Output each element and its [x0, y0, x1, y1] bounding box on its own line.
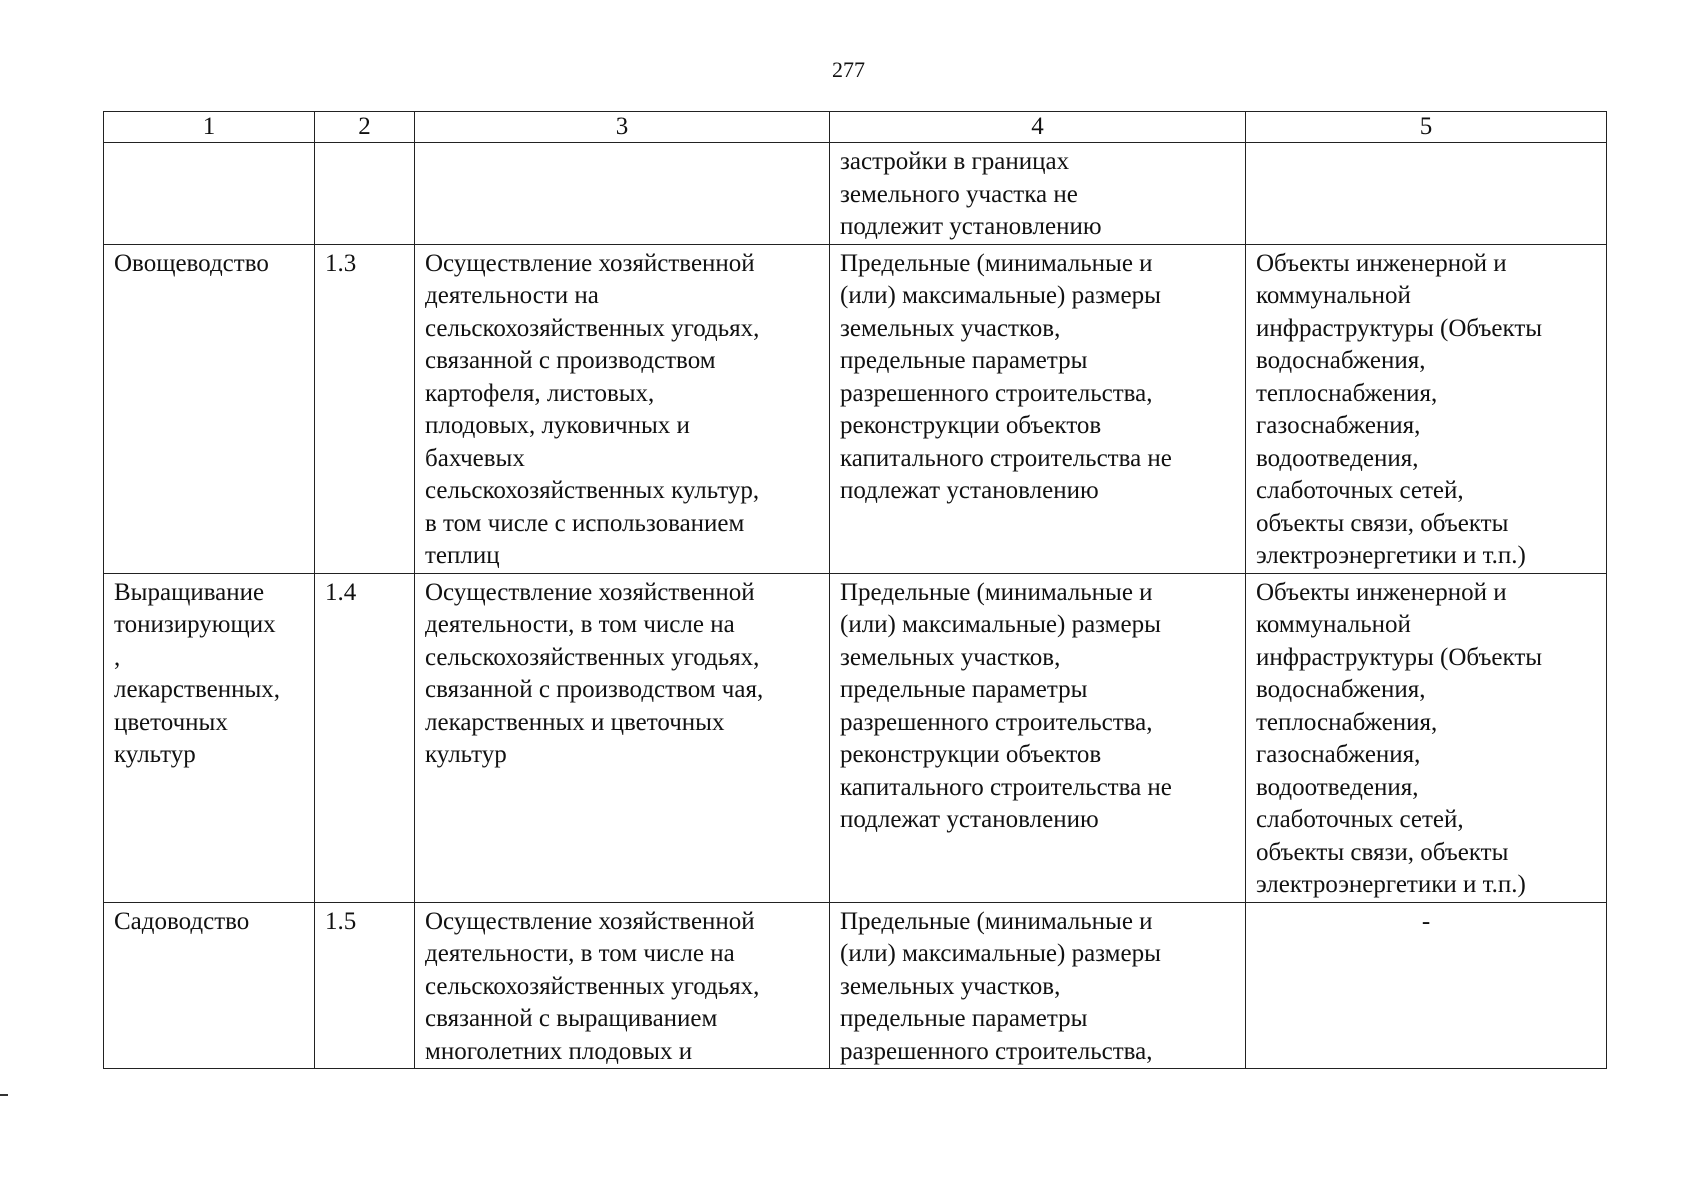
- header-col-3: 3: [415, 112, 830, 143]
- row-3-description: Осуществление хозяйственной деятельности, в том числе на сельскохозяйственных угодьях, связанной с производством чая, лекарственных и цветочных культур: [415, 573, 830, 902]
- row-3-use-type: Выращивание тонизирующих , лекарственных, цветочных культур: [104, 573, 315, 902]
- row-2-use-type: Овощеводство: [104, 244, 315, 573]
- row-1-parameters: застройки в границах земельного участка не подлежит установлению: [830, 143, 1246, 245]
- row-1-use-type: [104, 143, 315, 245]
- table-row: [104, 902, 1607, 1069]
- scan-edge-mark: [0, 1094, 8, 1096]
- row-3-parameters: Предельные (минимальные и (или) максимальные) размеры земельных участков, предельные параметры разрешенного строительства, реконструкции объектов капитального строительства не подлежат установлению: [830, 573, 1246, 902]
- table-row: [104, 143, 1607, 245]
- header-col-5: 5: [1246, 112, 1607, 143]
- row-4-parameters: Предельные (минимальные и (или) максимальные) размеры земельных участков, предельные параметры разрешенного строительства,: [830, 902, 1246, 1069]
- row-2-code: 1.3: [315, 244, 415, 573]
- row-4-code: 1.5: [315, 902, 415, 1069]
- row-4-auxiliary-objects: -: [1246, 902, 1607, 1069]
- row-1-description: [415, 143, 830, 245]
- row-4-description: Осуществление хозяйственной деятельности, в том числе на сельскохозяйственных угодьях, связанной с выращиванием многолетних плодовых и: [415, 902, 830, 1069]
- land-use-table: [103, 111, 1607, 1069]
- row-2-parameters: Предельные (минимальные и (или) максимальные) размеры земельных участков, предельные параметры разрешенного строительства, реконструкции объектов капитального строительства не подлежат установлению: [830, 244, 1246, 573]
- table-header-row: [104, 112, 1607, 143]
- row-3-auxiliary-objects: Объекты инженерной и коммунальной инфраструктуры (Объекты водоснабжения, теплоснабжения, газоснабжения, водоотведения, слаботочных сетей, объекты связи, объекты электроэнергетики и т.п.): [1246, 573, 1607, 902]
- row-3-code: 1.4: [315, 573, 415, 902]
- table-row: [104, 573, 1607, 902]
- page-number: 277: [832, 57, 865, 82]
- row-1-code: [315, 143, 415, 245]
- header-col-4: 4: [830, 112, 1246, 143]
- row-1-auxiliary-objects: [1246, 143, 1607, 245]
- row-4-use-type: Садоводство: [104, 902, 315, 1069]
- row-2-description: Осуществление хозяйственной деятельности на сельскохозяйственных угодьях, связанной с производством картофеля, листовых, плодовых, луковичных и бахчевых сельскохозяйственных культур, в том числе с использованием теплиц: [415, 244, 830, 573]
- header-col-2: 2: [315, 112, 415, 143]
- table-row: [104, 244, 1607, 573]
- header-col-1: 1: [104, 112, 315, 143]
- row-2-auxiliary-objects: Объекты инженерной и коммунальной инфраструктуры (Объекты водоснабжения, теплоснабжения, газоснабжения, водоотведения, слаботочных сетей, объекты связи, объекты электроэнергетики и т.п.): [1246, 244, 1607, 573]
